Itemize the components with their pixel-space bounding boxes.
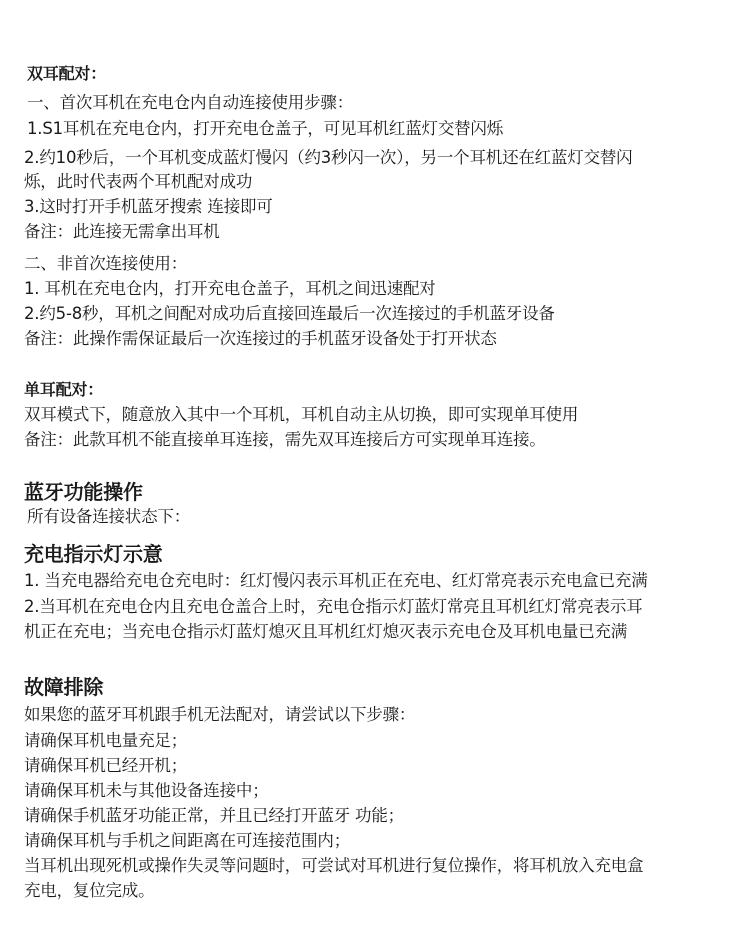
first-time-title: 一、首次耳机在充电仓内自动连接使用步骤： [27, 93, 354, 112]
troubleshooting-heading: 故障排除 [24, 675, 104, 699]
bluetooth-line-1: 所有设备连接状态下： [27, 507, 191, 526]
troubleshooting-line: 请确保手机蓝牙功能正常，并且已经打开蓝牙 功能； [24, 806, 404, 825]
non-first-step-2: 2.约5-8秒，耳机之间配对成功后直接回连最后一次连接过的手机蓝牙设备 [24, 304, 555, 323]
single-note: 备注：此款耳机不能直接单耳连接，需先双耳连接后方可实现单耳连接。 [24, 430, 546, 449]
first-time-step-3: 3.这时打开手机蓝牙搜索 连接即可 [24, 197, 273, 216]
non-first-step-1: 1. 耳机在充电仓内，打开充电仓盖子，耳机之间迅速配对 [24, 279, 436, 298]
bluetooth-heading: 蓝牙功能操作 [24, 480, 143, 504]
troubleshooting-line: 请确保耳机与手机之间距离在可连接范围内； [24, 831, 351, 850]
non-first-title: 二、非首次连接使用： [24, 254, 188, 273]
first-time-step-1: 1.S1耳机在充电仓内，打开充电仓盖子，可见耳机红蓝灯交替闪烁 [27, 119, 504, 138]
charging-heading: 充电指示灯示意 [24, 542, 163, 566]
first-time-step-2-line-2: 烁，此时代表两个耳机配对成功 [24, 172, 253, 191]
troubleshooting-line: 请确保耳机电量充足； [24, 731, 188, 750]
charging-line-1: 1. 当充电器给充电仓充电时：红灯慢闪表示耳机正在充电、红灯常亮表示充电盒已充满 [24, 571, 648, 590]
single-line-1: 双耳模式下，随意放入其中一个耳机，耳机自动主从切换，即可实现单耳使用 [24, 405, 579, 424]
charging-line-2: 2.当耳机在充电仓内且充电仓盖合上时，充电仓指示灯蓝灯常亮且耳机红灯常亮表示耳 [24, 597, 643, 616]
charging-line-3: 机正在充电；当充电仓指示灯蓝灯熄灭且耳机红灯熄灭表示充电仓及耳机电量已充满 [24, 622, 628, 641]
first-time-note: 备注：此连接无需拿出耳机 [24, 222, 220, 241]
non-first-note: 备注：此操作需保证最后一次连接过的手机蓝牙设备处于打开状态 [24, 329, 497, 348]
troubleshooting-line: 请确保耳机未与其他设备连接中； [24, 781, 269, 800]
troubleshooting-line: 充电，复位完成。 [24, 881, 155, 900]
troubleshooting-line: 如果您的蓝牙耳机跟手机无法配对，请尝试以下步骤： [24, 705, 416, 724]
pairing-heading: 双耳配对： [27, 64, 107, 83]
first-time-step-2-line-1: 2.约10秒后，一个耳机变成蓝灯慢闪（约3秒闪一次），另一个耳机还在红蓝灯交替闪 [24, 148, 633, 167]
single-heading: 单耳配对： [24, 380, 104, 399]
troubleshooting-line: 当耳机出现死机或操作失灵等问题时，可尝试对耳机进行复位操作，将耳机放入充电盒 [24, 856, 644, 875]
troubleshooting-line: 请确保耳机已经开机； [24, 756, 188, 775]
